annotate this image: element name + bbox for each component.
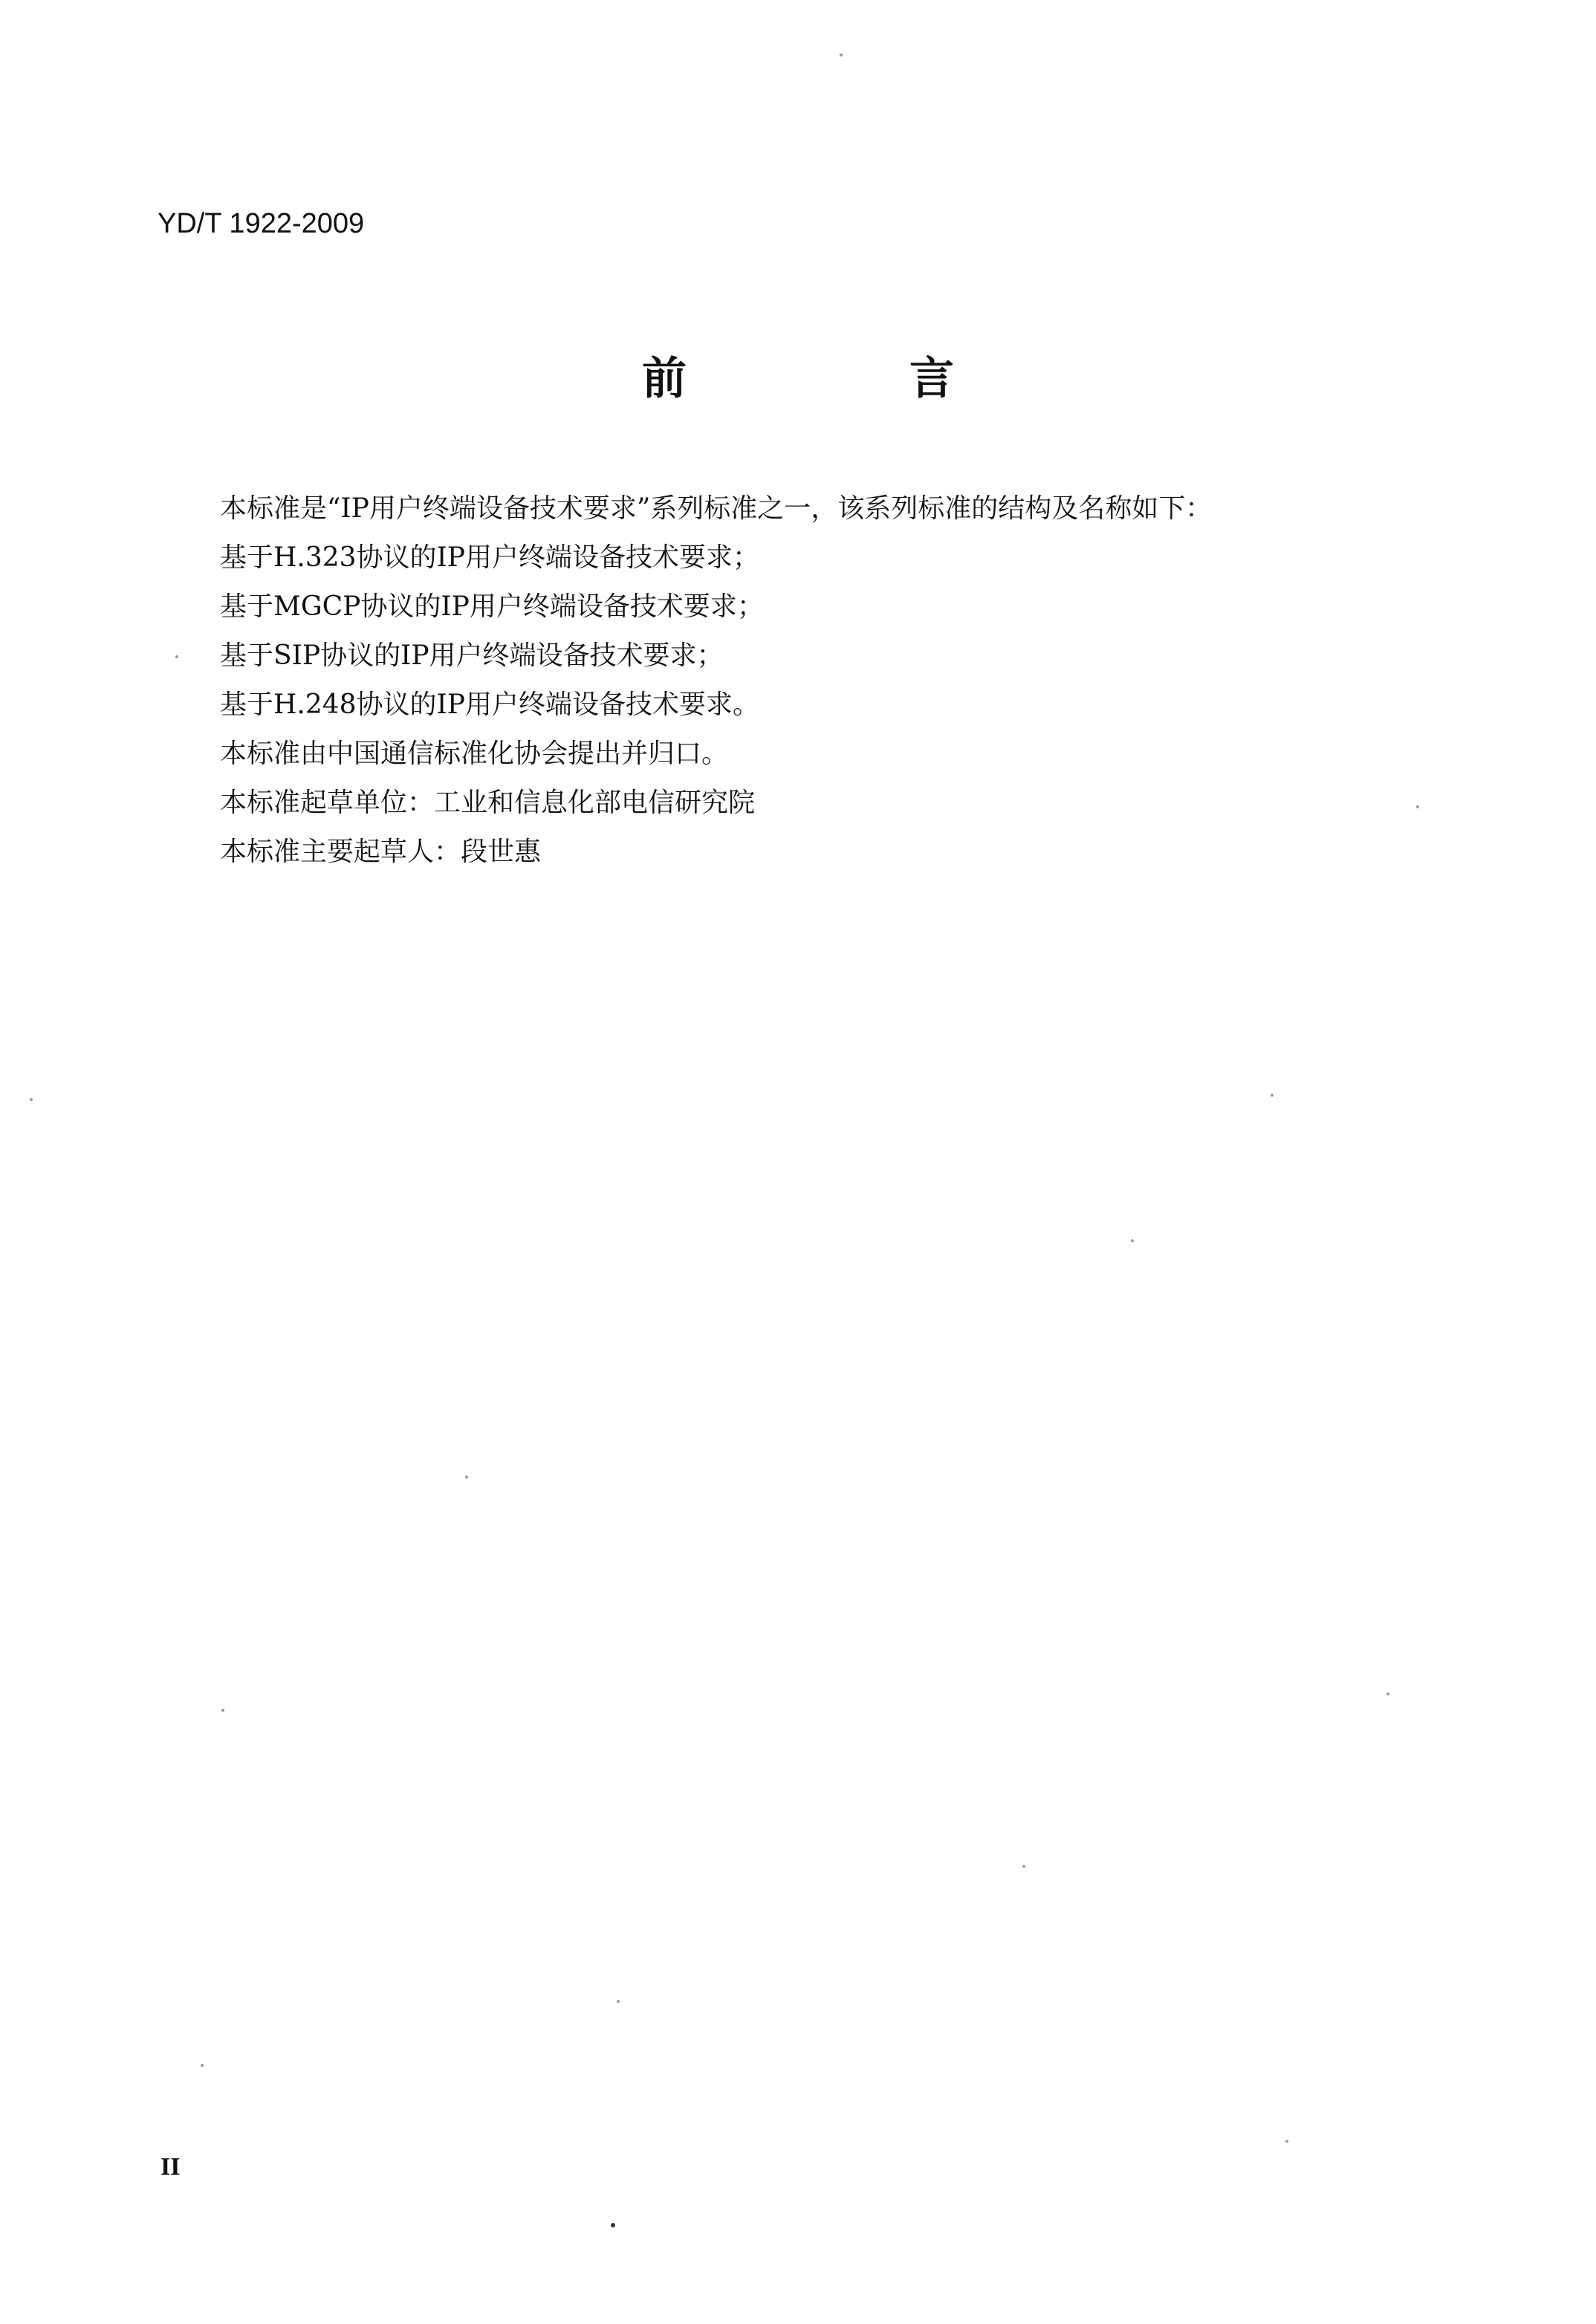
paragraph-proposer: 本标准由中国通信标准化协会提出并归口。 xyxy=(220,739,729,769)
scan-speck xyxy=(465,1476,468,1479)
scan-speck xyxy=(175,655,178,658)
scan-speck xyxy=(201,2064,204,2067)
scan-speck xyxy=(1416,805,1419,808)
section-title: 前 言 xyxy=(642,353,1043,405)
scan-speck xyxy=(840,53,843,56)
paragraph-sip: 基于SIP协议的IP用户终端设备技术要求； xyxy=(220,640,724,671)
page-number: II xyxy=(160,2153,181,2181)
foreword-body xyxy=(220,484,1483,877)
scan-speck xyxy=(1285,2140,1288,2143)
scan-speck xyxy=(1131,1239,1134,1242)
scan-speck xyxy=(1386,1692,1389,1695)
paragraph-h248: 基于H.248协议的IP用户终端设备技术要求。 xyxy=(220,689,759,720)
scan-speck xyxy=(1271,1094,1274,1097)
document-code: YD/T 1922-2009 xyxy=(158,208,365,239)
scan-speck xyxy=(30,1098,33,1101)
paragraph-series-intro: 本标准是“IP用户终端设备技术要求”系列标准之一，该系列标准的结构及名称如下： xyxy=(220,493,1213,524)
paragraph-drafting-unit: 本标准起草单位：工业和信息化部电信研究院 xyxy=(220,788,756,818)
paragraph-drafter: 本标准主要起草人：段世惠 xyxy=(220,837,542,867)
paragraph-h323: 基于H.323协议的IP用户终端设备技术要求； xyxy=(220,542,759,573)
scan-speck xyxy=(617,2000,620,2003)
scan-speck xyxy=(611,2223,615,2227)
scan-speck xyxy=(1022,1865,1025,1868)
scan-speck xyxy=(221,1709,224,1712)
paragraph-mgcp: 基于MGCP协议的IP用户终端设备技术要求； xyxy=(220,591,764,622)
